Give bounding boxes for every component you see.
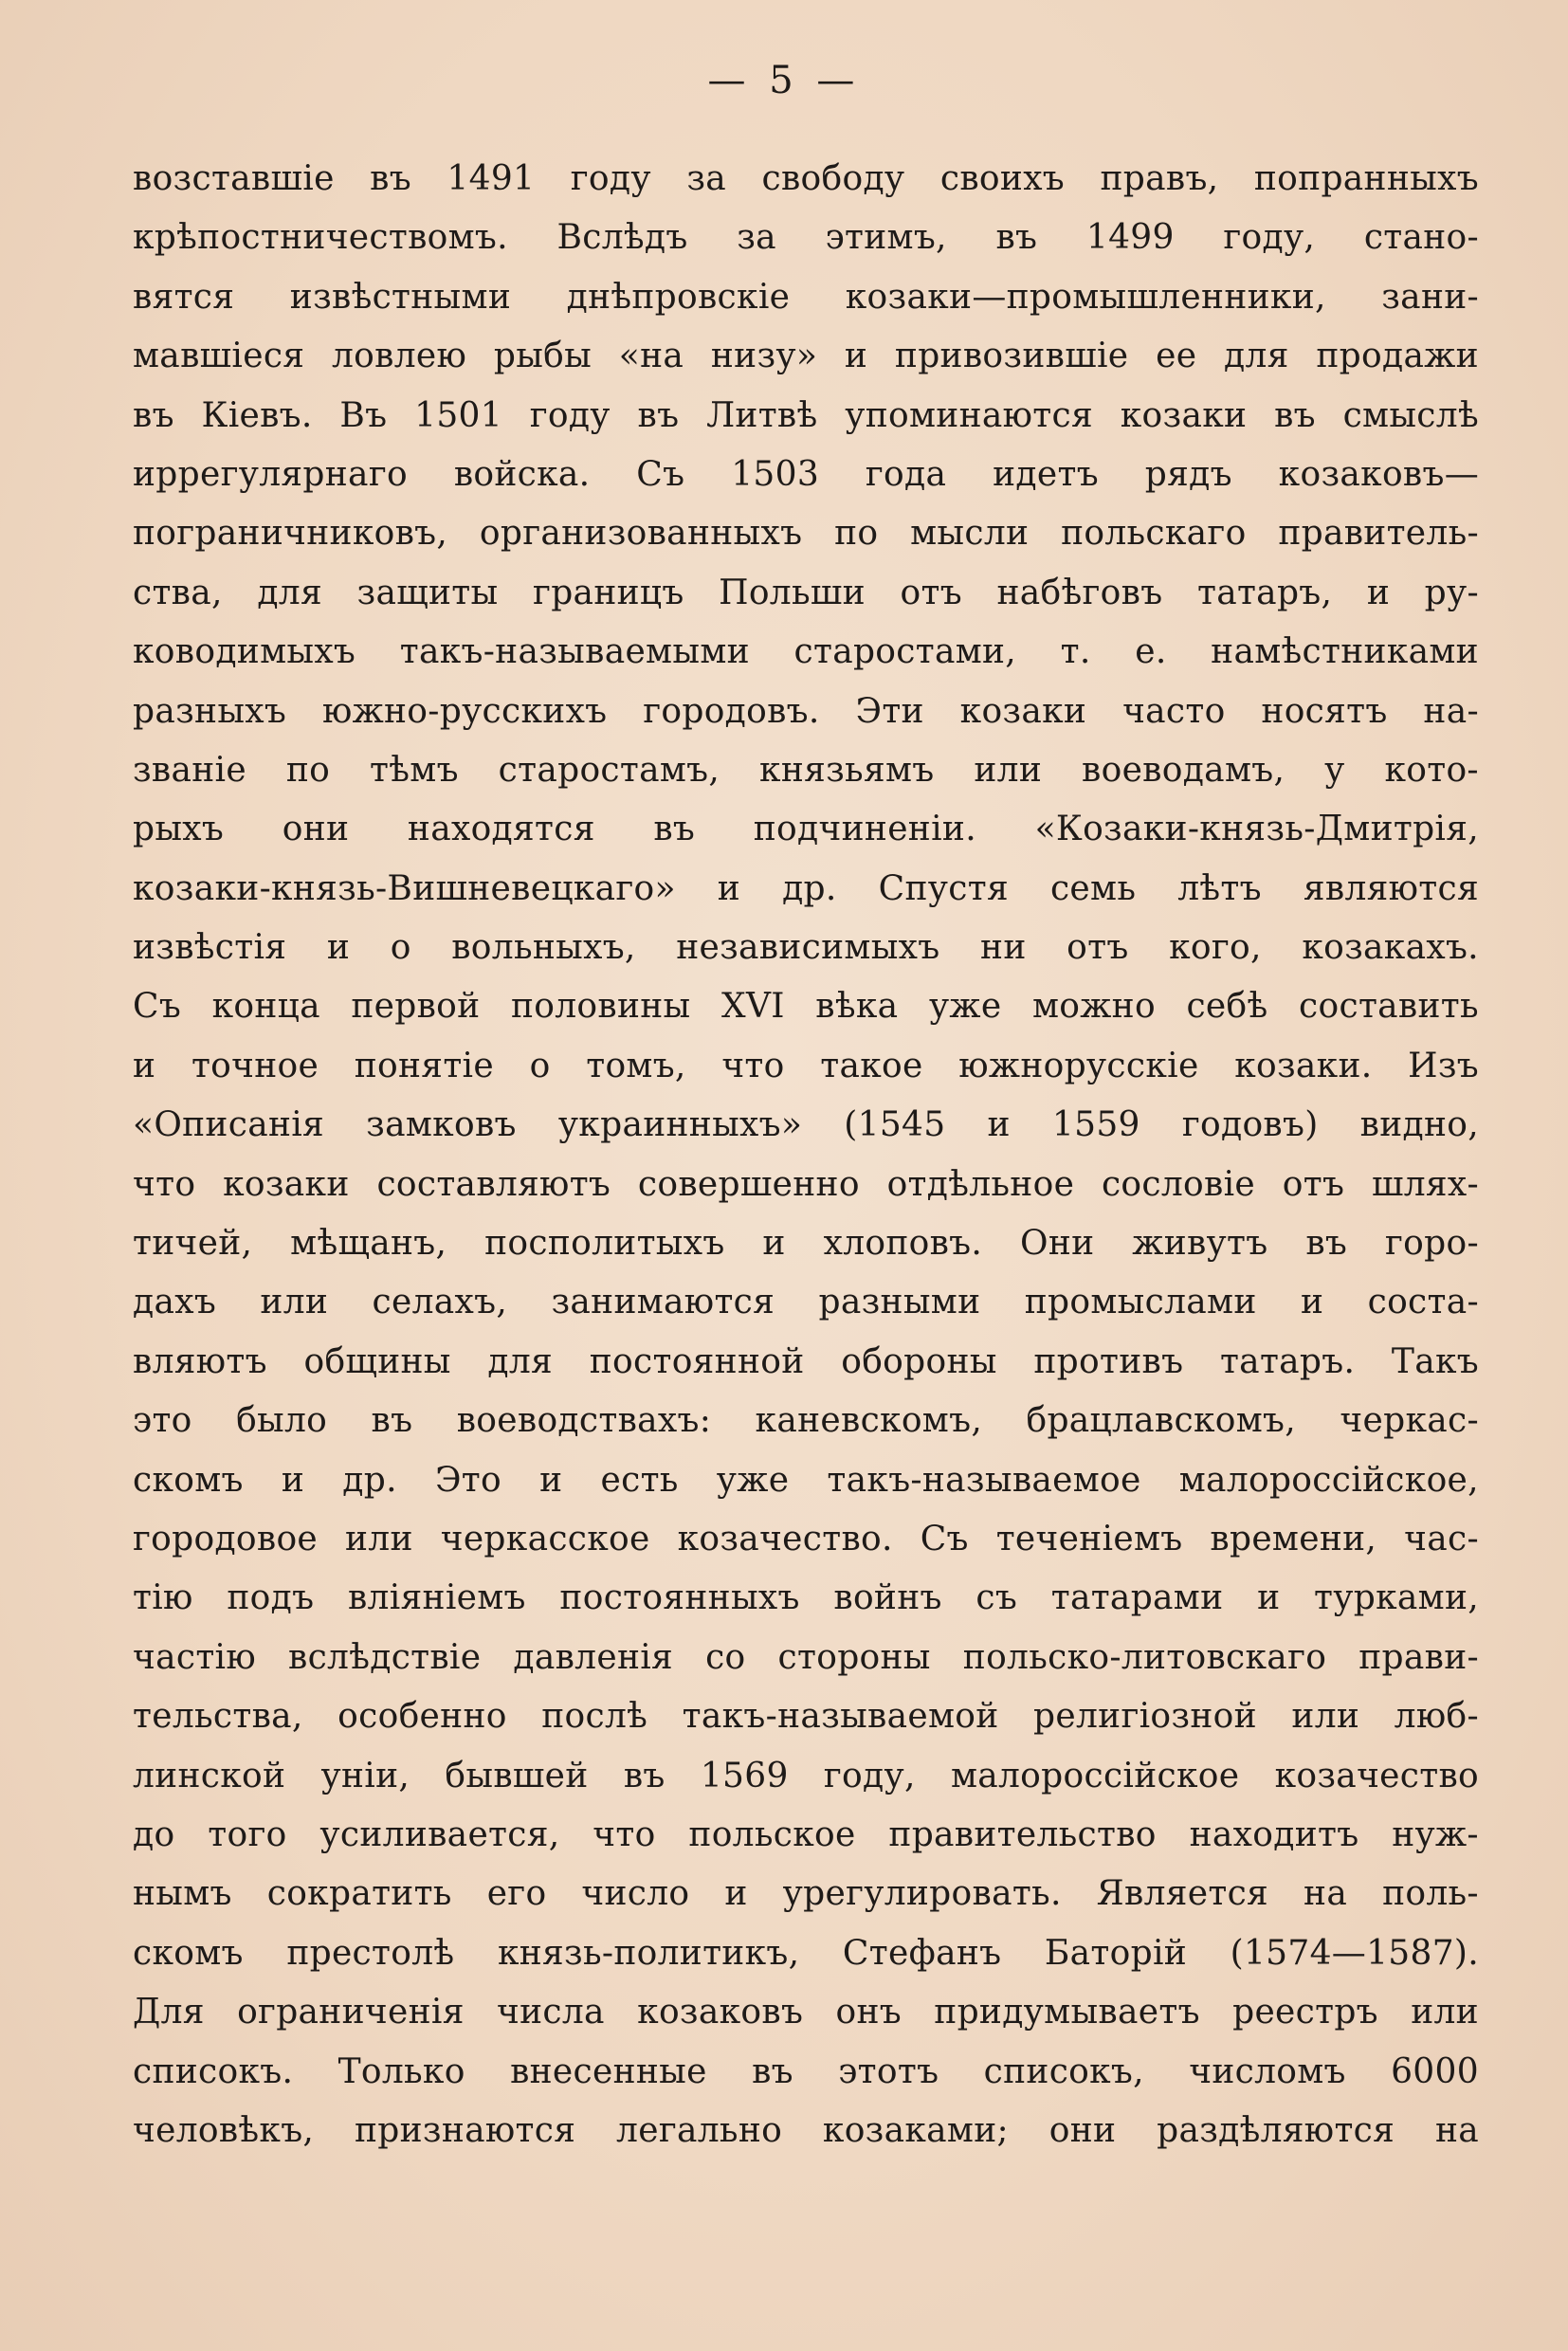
text-line: крѣпостничествомъ. Вслѣдъ за этимъ, въ 1499 году, стано- xyxy=(133,218,1479,258)
text-line: разныхъ южно-русскихъ городовъ. Эти козаки часто носятъ на- xyxy=(133,691,1479,731)
text-line: Съ конца первой половины XVI вѣка уже можно себѣ составить xyxy=(133,987,1479,1027)
text-line: пограничниковъ, организованныхъ по мысли польскаго правитель- xyxy=(133,514,1479,554)
text-line: дахъ или селахъ, занимаются разными промыслами и соста- xyxy=(133,1283,1479,1322)
text-line: тію подъ вліяніемъ постоянныхъ войнъ съ татарами и турками, xyxy=(133,1578,1479,1618)
text-line: вятся извѣстными днѣпровскіе козаки—промышленники, зани- xyxy=(133,277,1479,317)
text-line: ководимыхъ такъ-называемыми старостами, т. е. намѣстниками xyxy=(133,632,1479,672)
text-line: мавшіеся ловлею рыбы «на низу» и привозившіе ее для продажи xyxy=(133,337,1479,376)
body-text xyxy=(133,150,1479,2160)
text-line: тичей, мѣщанъ, посполитыхъ и хлоповъ. Они живутъ въ горо- xyxy=(133,1224,1479,1264)
text-line: званіе по тѣмъ старостамъ, князьямъ или воеводамъ, у кото- xyxy=(133,750,1479,790)
text-line: Для ограниченія числа козаковъ онъ придумываетъ реестръ или xyxy=(133,1993,1479,2032)
text-line: линской уніи, бывшей въ 1569 году, малороссійское козачество xyxy=(133,1756,1479,1795)
text-line: человѣкъ, признаются легально козаками; они раздѣляются на xyxy=(133,2110,1479,2150)
text-line: иррегулярнаго войска. Съ 1503 года идетъ рядъ козаковъ— xyxy=(133,454,1479,494)
text-line: тельства, особенно послѣ такъ-называемой религіозной или люб- xyxy=(133,1697,1479,1737)
text-line: до того усиливается, что польское правительство находитъ нуж- xyxy=(133,1814,1479,1854)
text-line: рыхъ они находятся въ подчиненіи. «Козаки-князь-Дмитрія, xyxy=(133,810,1479,849)
text-line: ства, для защиты границъ Польши отъ набѣговъ татаръ, и ру- xyxy=(133,573,1479,612)
text-line: это было въ воеводствахъ: каневскомъ, брацлавскомъ, черкас- xyxy=(133,1401,1479,1441)
text-line: извѣстія и о вольныхъ, независимыхъ ни отъ кого, козакахъ. xyxy=(133,928,1479,968)
text-line: скомъ и др. Это и есть уже такъ-называемое малороссійское, xyxy=(133,1460,1479,1500)
text-line: городовое или черкасское козачество. Съ теченіемъ времени, час- xyxy=(133,1519,1479,1558)
text-line: въ Кіевъ. Въ 1501 году въ Литвѣ упоминаются козаки въ смыслѣ xyxy=(133,395,1479,435)
text-line: нымъ сократить его число и урегулировать. Является на поль- xyxy=(133,1874,1479,1914)
text-line: возставшіе въ 1491 году за свободу своихъ правъ, попранныхъ xyxy=(133,159,1479,198)
text-line: скомъ престолѣ князь-политикъ, Стефанъ Баторій (1574—1587). xyxy=(133,1933,1479,1973)
text-line: и точное понятіе о томъ, что такое южнорусскіе козаки. Изъ xyxy=(133,1046,1479,1085)
page-number: — 5 — xyxy=(707,59,861,102)
text-line: «Описанія замковъ украинныхъ» (1545 и 1559 годовъ) видно, xyxy=(133,1105,1479,1145)
text-line: козаки-князь-Вишневецкаго» и др. Спустя семь лѣтъ являются xyxy=(133,868,1479,908)
text-line: частію вслѣдствіе давленія со стороны польско-литовскаго прави- xyxy=(133,1637,1479,1677)
text-line: что козаки составляютъ совершенно отдѣльное сословіе отъ шлях- xyxy=(133,1164,1479,1204)
text-line: списокъ. Только внесенные въ этотъ списокъ, числомъ 6000 xyxy=(133,2051,1479,2091)
text-line: вляютъ общины для постоянной обороны противъ татаръ. Такъ xyxy=(133,1341,1479,1381)
